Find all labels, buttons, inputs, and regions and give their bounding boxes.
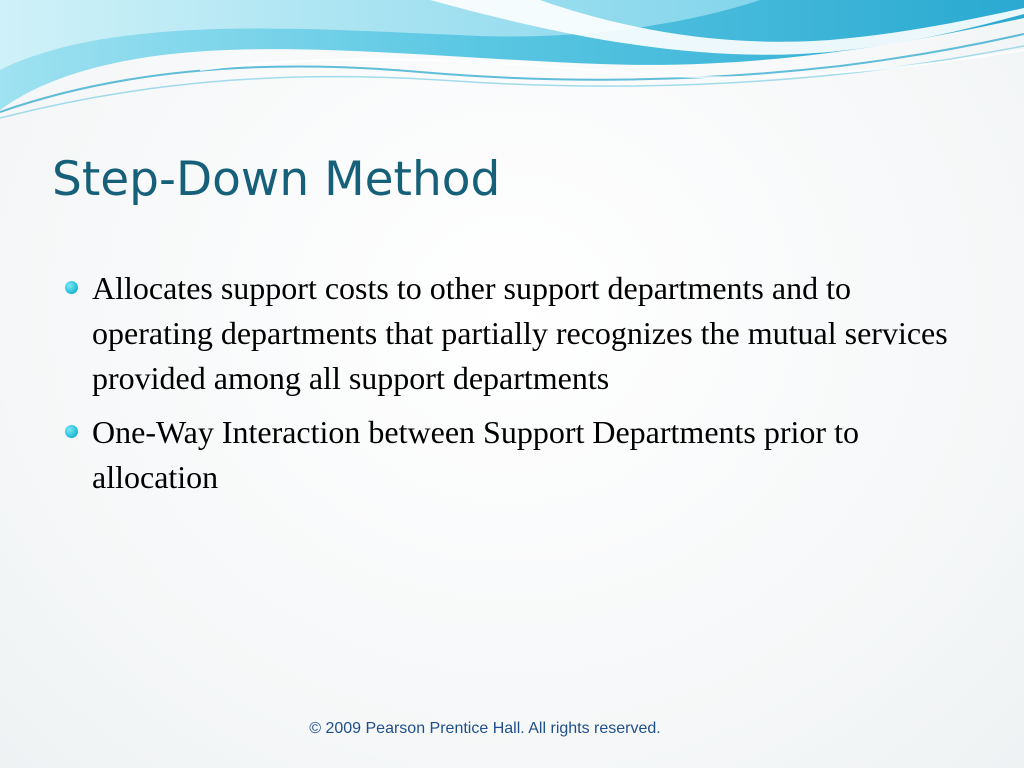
decorative-wave-header xyxy=(0,0,1024,130)
copyright-text: © 2009 Pearson Prentice Hall. All rights reserved. xyxy=(309,720,661,737)
bullet-item xyxy=(62,410,972,500)
slide-title: Step-Down Method xyxy=(52,152,501,207)
bullet-item xyxy=(62,266,972,401)
bullet-text: One-Way Interaction between Support Departments prior to allocation xyxy=(92,414,859,495)
bullet-text: Allocates support costs to other support departments and to operating departments that partially recognizes the mutual services provided among all support departments xyxy=(92,270,948,396)
bullet-dot-icon xyxy=(65,281,78,294)
bullet-dot-icon xyxy=(65,425,78,438)
copyright-footer xyxy=(0,720,970,738)
bullet-list xyxy=(62,266,972,509)
